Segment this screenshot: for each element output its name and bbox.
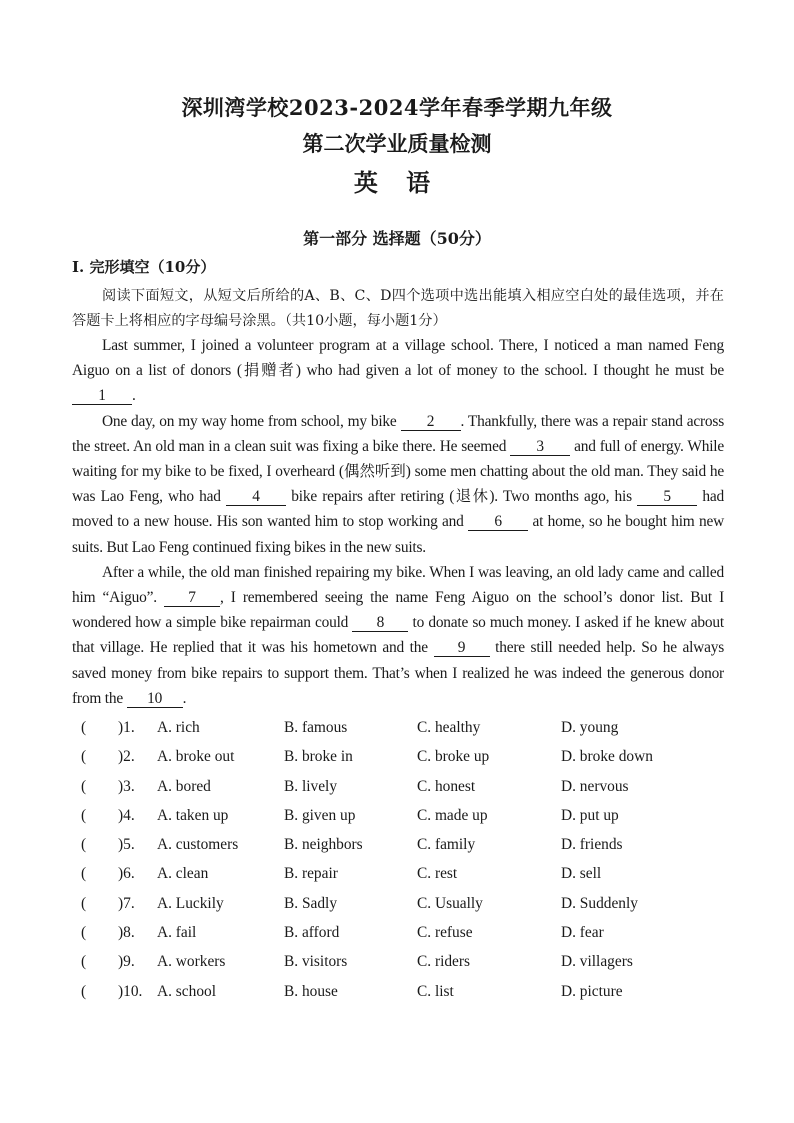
option-b: B. visitors [284, 953, 348, 971]
option-a: A. customers [157, 836, 239, 854]
question-number: )8. [118, 924, 135, 942]
option-d: D. Suddenly [561, 894, 638, 912]
blank-1: 1 [72, 387, 132, 405]
option-a: A. taken up [157, 806, 229, 824]
answer-paren: ( [81, 894, 87, 912]
passage-text: . [132, 387, 136, 405]
option-b: B. lively [284, 777, 338, 795]
option-a: A. fail [157, 924, 197, 942]
option-c: C. riders [417, 953, 471, 971]
option-d: D. young [561, 719, 619, 736]
answer-paren: ( [81, 865, 87, 883]
passage-text: One day, on my way home from school, my bike [102, 412, 401, 430]
question-number: )7. [118, 894, 135, 912]
option-a: A. rich [157, 719, 200, 736]
option-c: C. family [417, 836, 476, 854]
option-c: C. rest [417, 865, 458, 883]
option-a: A. Luckily [157, 894, 224, 912]
passage-text: at home, so he bought him new suits. But Lao Feng continued fixing bikes in the new suits. [72, 513, 724, 556]
passage-text: to donate so much money. I asked if he knew about that village. He replied that it was his hometown and the [72, 614, 724, 657]
question-row-5 [72, 836, 732, 865]
passage-text: there still needed help. So he always saved money from bike repairs to support them. That’s when I realized he was indeed the generous donor from the [72, 639, 724, 707]
blank-6: 6 [468, 513, 528, 531]
question-row-6 [72, 865, 732, 894]
section-instruction: 阅读下面短文，从短文后所给的A、B、C、D四个选项中选出能填入相应空白处的最佳选项，并在答题卡上将相应的字母编号涂黑。（共10小题，每小题1分） [72, 288, 724, 329]
blank-5: 5 [637, 488, 697, 506]
question-row-7 [72, 895, 732, 924]
answer-paren: ( [81, 836, 87, 854]
part-heading: 第一部分 选择题（50分） [303, 229, 491, 248]
question-row-10 [72, 983, 732, 1012]
question-row-4 [72, 807, 732, 836]
option-b: B. afford [284, 924, 340, 942]
question-row-1 [72, 719, 732, 748]
passage-text: Last summer, I joined a volunteer program at a village school. There, I noticed a man named Feng Aiguo on a list of donors (捐赠者) who had given a lot of money to the school. I thought he must be [72, 337, 724, 380]
passage-paragraph-1 [72, 333, 724, 409]
passage-text: bike repairs after retiring (退休). Two months ago, his [286, 488, 638, 506]
blank-2: 2 [401, 413, 461, 431]
question-number: )6. [118, 865, 135, 883]
blank-10: 10 [127, 690, 183, 708]
answer-paren: ( [81, 777, 87, 795]
question-number: )1. [118, 719, 135, 736]
question-number: )3. [118, 777, 135, 795]
option-c: C. broke up [417, 748, 490, 766]
option-c: C. Usually [417, 894, 483, 912]
answer-paren: ( [81, 982, 87, 1000]
blank-9: 9 [434, 639, 490, 657]
passage-text: After a while, the old man finished repairing my bike. When I was leaving, an old lady came and called him “Aiguo”. [72, 563, 724, 607]
question-number: )2. [118, 748, 135, 766]
passage-text: . [182, 689, 187, 707]
option-a: A. clean [157, 865, 209, 883]
option-d: D. friends [561, 836, 623, 854]
question-row-2 [72, 748, 732, 777]
passage-paragraph-3 [72, 560, 724, 711]
question-options [72, 719, 732, 1012]
subject-title: 英 语 [353, 168, 441, 197]
question-number: )10. [118, 982, 143, 1000]
blank-3: 3 [510, 438, 570, 456]
section-heading: I. 完形填空（10分） [72, 258, 216, 276]
option-c: C. made up [417, 806, 488, 824]
option-d: D. fear [561, 924, 604, 942]
option-d: D. picture [561, 982, 623, 1000]
cloze-passage [72, 333, 724, 711]
option-b: B. Sadly [284, 894, 338, 912]
option-c: C. refuse [417, 924, 473, 942]
passage-text: had moved to a new house. His son wanted him to stop working and [72, 488, 724, 531]
question-row-3 [72, 778, 732, 807]
answer-paren: ( [81, 924, 87, 942]
option-c: C. honest [417, 777, 476, 795]
option-d: D. put up [561, 806, 619, 824]
answer-paren: ( [81, 748, 87, 766]
option-b: B. given up [284, 806, 356, 824]
question-number: )9. [118, 953, 135, 971]
question-number: )4. [118, 806, 135, 824]
option-d: D. sell [561, 865, 602, 883]
option-b: B. house [284, 982, 338, 1000]
option-b: B. famous [284, 719, 348, 736]
blank-8: 8 [352, 614, 408, 632]
option-c: C. healthy [417, 719, 481, 736]
answer-paren: ( [81, 953, 87, 971]
option-a: A. school [157, 982, 216, 1000]
option-a: A. bored [157, 777, 211, 795]
passage-text: . Thankfully, there was a repair stand across the street. An old man in a clean suit was fixing a bike there. He seemed [72, 412, 724, 455]
option-b: B. repair [284, 865, 338, 883]
option-b: B. neighbors [284, 836, 363, 854]
question-number: )5. [118, 836, 135, 854]
option-c: C. list [417, 982, 454, 1000]
passage-text: , I remembered seeing the name Feng Aiguo on the school’s donor list. But I wondered how a simple bike repairman could [72, 589, 724, 632]
exam-title: 深圳湾学校2023-2024学年春季学期九年级 [181, 95, 613, 120]
answer-paren: ( [81, 806, 87, 824]
option-d: D. broke down [561, 748, 653, 766]
option-a: A. broke out [157, 748, 235, 766]
passage-text: and full of energy. While waiting for my bike to be fixed, I overheard (偶然听到) some men chatting about the old man. They said he was Lao Feng, who had [72, 437, 724, 506]
answer-paren: ( [81, 719, 87, 736]
blank-4: 4 [226, 488, 286, 506]
exam-subtitle: 第二次学业质量检测 [302, 131, 492, 156]
option-d: D. villagers [561, 953, 633, 971]
question-row-8 [72, 924, 732, 953]
option-b: B. broke in [284, 748, 353, 766]
question-row-9 [72, 953, 732, 982]
blank-7: 7 [164, 589, 220, 607]
option-d: D. nervous [561, 777, 629, 795]
option-a: A. workers [157, 953, 226, 971]
passage-paragraph-2 [72, 409, 724, 560]
